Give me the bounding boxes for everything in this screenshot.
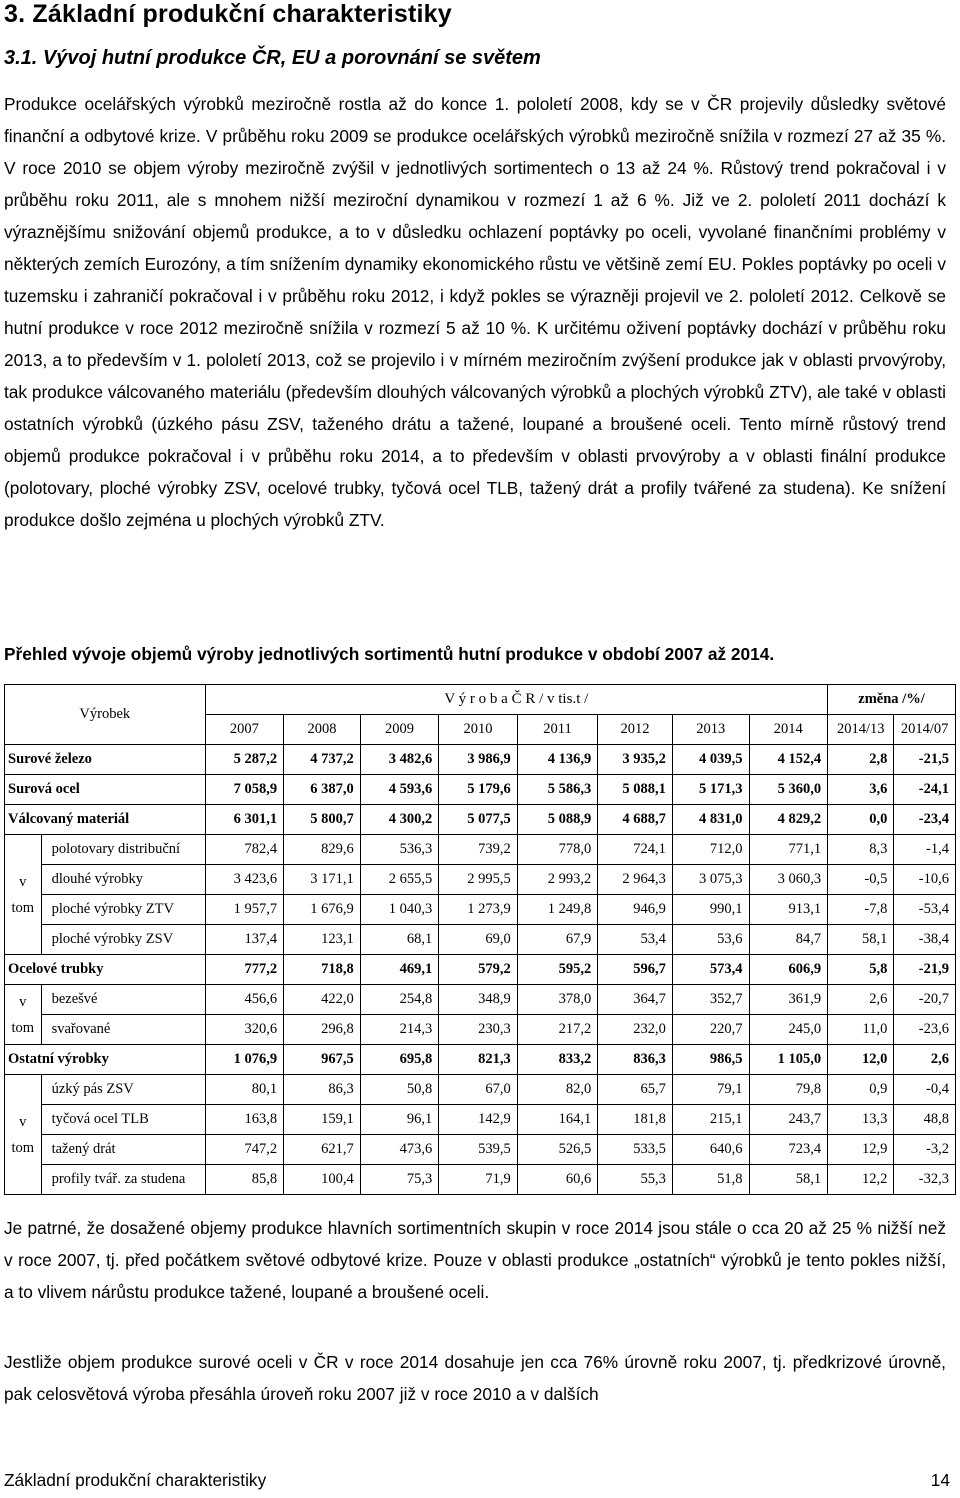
- table-row: [5, 1045, 956, 1075]
- volume-cell: 163,8: [205, 1105, 284, 1135]
- group-label-tom: tom: [11, 1019, 35, 1036]
- volume-cell: 1 076,9: [205, 1045, 284, 1075]
- change-cell: 2,6: [894, 1045, 956, 1075]
- volume-cell: 53,6: [672, 925, 749, 955]
- page-number: 14: [930, 1470, 950, 1490]
- change-cell: 8,3: [828, 835, 894, 865]
- volume-cell: 5 360,0: [749, 775, 828, 805]
- volume-cell: 4 039,5: [672, 745, 749, 775]
- row-label: polotovary distribuční: [41, 835, 205, 865]
- volume-cell: 159,1: [284, 1105, 361, 1135]
- volume-cell: 3 060,3: [749, 865, 828, 895]
- volume-cell: 2 964,3: [598, 865, 673, 895]
- volume-cell: 378,0: [517, 985, 597, 1015]
- year-header: 2009: [360, 715, 439, 745]
- volume-cell: 5 088,9: [517, 805, 597, 835]
- volume-cell: 137,4: [205, 925, 284, 955]
- volume-cell: 1 957,7: [205, 895, 284, 925]
- row-label: ploché výrobky ZSV: [41, 925, 205, 955]
- row-label: svařované: [41, 1015, 205, 1045]
- volume-cell: 606,9: [749, 955, 828, 985]
- volume-cell: 829,6: [284, 835, 361, 865]
- table-row: [5, 745, 956, 775]
- table-row: [5, 805, 956, 835]
- volume-cell: 69,0: [439, 925, 518, 955]
- volume-cell: 100,4: [284, 1165, 361, 1195]
- volume-cell: 469,1: [360, 955, 439, 985]
- change-cell: -21,5: [894, 745, 956, 775]
- volume-cell: 75,3: [360, 1165, 439, 1195]
- volume-cell: 739,2: [439, 835, 518, 865]
- volume-cell: 4 152,4: [749, 745, 828, 775]
- volume-cell: 348,9: [439, 985, 518, 1015]
- volume-cell: 782,4: [205, 835, 284, 865]
- group-label: [5, 835, 42, 955]
- change-cell: 2,6: [828, 985, 894, 1015]
- change-cell: 0,9: [828, 1075, 894, 1105]
- group-label-v: v: [19, 873, 27, 890]
- table-row: [5, 865, 956, 895]
- volume-cell: 86,3: [284, 1075, 361, 1105]
- row-label: Surová ocel: [5, 775, 206, 805]
- change-cell: 13,3: [828, 1105, 894, 1135]
- group-label-v: v: [19, 1113, 27, 1130]
- group-label-v: v: [19, 993, 27, 1010]
- volume-cell: 1 249,8: [517, 895, 597, 925]
- volume-cell: 96,1: [360, 1105, 439, 1135]
- table-row: [5, 775, 956, 805]
- volume-cell: 990,1: [672, 895, 749, 925]
- year-header: 2014: [749, 715, 828, 745]
- row-label: dlouhé výrobky: [41, 865, 205, 895]
- change-cell: 48,8: [894, 1105, 956, 1135]
- volume-cell: 5 171,3: [672, 775, 749, 805]
- table-row: [5, 1165, 956, 1195]
- row-label: profily tvář. za studena: [41, 1165, 205, 1195]
- volume-cell: 230,3: [439, 1015, 518, 1045]
- volume-cell: 214,3: [360, 1015, 439, 1045]
- volume-cell: 232,0: [598, 1015, 673, 1045]
- page-footer: [4, 1470, 950, 1491]
- change-cell: 12,9: [828, 1135, 894, 1165]
- volume-cell: 80,1: [205, 1075, 284, 1105]
- volume-cell: 946,9: [598, 895, 673, 925]
- row-label: úzký pás ZSV: [41, 1075, 205, 1105]
- volume-cell: 621,7: [284, 1135, 361, 1165]
- table-row: [5, 835, 956, 865]
- volume-cell: 986,5: [672, 1045, 749, 1075]
- volume-cell: 724,1: [598, 835, 673, 865]
- volume-cell: 833,2: [517, 1045, 597, 1075]
- change-cell: 2,8: [828, 745, 894, 775]
- table-row: [5, 1015, 956, 1045]
- volume-cell: 573,4: [672, 955, 749, 985]
- change-cell: 12,0: [828, 1045, 894, 1075]
- volume-cell: 1 040,3: [360, 895, 439, 925]
- table-row: [5, 1105, 956, 1135]
- section-heading: 3.1. Vývoj hutní produkce ČR, EU a porovnání se světem: [4, 47, 541, 69]
- volume-cell: 85,8: [205, 1165, 284, 1195]
- volume-cell: 456,6: [205, 985, 284, 1015]
- volume-cell: 422,0: [284, 985, 361, 1015]
- volume-cell: 5 077,5: [439, 805, 518, 835]
- volume-cell: 526,5: [517, 1135, 597, 1165]
- volume-cell: 60,6: [517, 1165, 597, 1195]
- volume-cell: 50,8: [360, 1075, 439, 1105]
- volume-cell: 82,0: [517, 1075, 597, 1105]
- volume-cell: 352,7: [672, 985, 749, 1015]
- volume-cell: 217,2: [517, 1015, 597, 1045]
- volume-cell: 5 179,6: [439, 775, 518, 805]
- volume-cell: 2 655,5: [360, 865, 439, 895]
- change-cell: -1,4: [894, 835, 956, 865]
- volume-cell: 539,5: [439, 1135, 518, 1165]
- row-label: tyčová ocel TLB: [41, 1105, 205, 1135]
- year-header: 2007: [205, 715, 284, 745]
- volume-cell: 533,5: [598, 1135, 673, 1165]
- volume-cell: 142,9: [439, 1105, 518, 1135]
- volume-header: V ý r o b a Č R / v tis.t /: [205, 685, 827, 715]
- volume-cell: 79,1: [672, 1075, 749, 1105]
- volume-cell: 695,8: [360, 1045, 439, 1075]
- row-label: tažený drát: [41, 1135, 205, 1165]
- volume-cell: 777,2: [205, 955, 284, 985]
- product-header: Výrobek: [5, 685, 206, 745]
- change-cell: -24,1: [894, 775, 956, 805]
- volume-cell: 3 935,2: [598, 745, 673, 775]
- volume-cell: 3 075,3: [672, 865, 749, 895]
- volume-cell: 4 593,6: [360, 775, 439, 805]
- volume-cell: 640,6: [672, 1135, 749, 1165]
- volume-cell: 51,8: [672, 1165, 749, 1195]
- change-cell: -38,4: [894, 925, 956, 955]
- group-label-tom: tom: [11, 899, 35, 916]
- volume-cell: 913,1: [749, 895, 828, 925]
- row-label: bezešvé: [41, 985, 205, 1015]
- volume-cell: 6 301,1: [205, 805, 284, 835]
- table-row: [5, 925, 956, 955]
- volume-cell: 254,8: [360, 985, 439, 1015]
- volume-cell: 5 800,7: [284, 805, 361, 835]
- intro-paragraph: Produkce ocelářských výrobků meziročně rostla až do konce 1. pololetí 2008, kdy se v ČR projevily důsledky světové finanční a odbytové krize. V průběhu roku 2009 se produkce ocelářských výrobků meziročně snížila v rozmezí 27 až 35 %. V roce 2010 se objem výroby meziročně zvýšil v jednotlivých sortimentech o 13 až 24 %. Růstový trend pokračoval i v průběhu roku 2011, ale s mnohem nižší meziroční dynamikou v rozmezí 1 až 6 %. Již ve 2. pololetí 2011 dochází k výraznějšímu snižování objemů produkce, a to v důsledku ochlazení poptávky po oceli, vyvolané finančními problémy v některých zemích Eurozóny, a tím snížením dynamiky ekonomického růstu ve většině zemí EU. Pokles poptávky po oceli v tuzemsku i zahraničí pokračoval i v průběhu roku 2012, i když pokles se výrazněji projevil ve 2. pololetí 2012. Celkově se hutní produkce v roce 2012 meziročně snížila v rozmezí 5 až 10 %. K určitému oživení poptávky dochází v průběhu roku 2013, a to především v 1. pololetí 2013, což se projevilo i v mírném meziročním zvýšení produkce jak v oblasti prvovýroby, tak produkce válcovaného materiálu (především dlouhých válcovaných výrobků a plochých výrobků ZTV), ale také v oblasti ostatních výrobků (úzkého pásu ZSV, taženého drátu a tažené, loupané a broušené oceli. Tento mírně růstový trend objemů produkce pokračoval i v průběhu roku 2014, a to především v oblasti prvovýroby a v oblasti finální produkce (polotovary, ploché výrobky ZSV, ocelové trubky, tyčová ocel TLB, tažený drát a profily tvářené za studena). Ke snížení produkce došlo zejména u plochých výrobků ZTV.: [4, 94, 946, 530]
- volume-cell: 1 273,9: [439, 895, 518, 925]
- year-header: 2010: [439, 715, 518, 745]
- volume-cell: 836,3: [598, 1045, 673, 1075]
- volume-cell: 243,7: [749, 1105, 828, 1135]
- change-cell: 12,2: [828, 1165, 894, 1195]
- volume-cell: 245,0: [749, 1015, 828, 1045]
- volume-cell: 53,4: [598, 925, 673, 955]
- volume-cell: 771,1: [749, 835, 828, 865]
- volume-cell: 579,2: [439, 955, 518, 985]
- volume-cell: 596,7: [598, 955, 673, 985]
- volume-cell: 473,6: [360, 1135, 439, 1165]
- volume-cell: 4 737,2: [284, 745, 361, 775]
- row-label: Ostatní výrobky: [5, 1045, 206, 1075]
- volume-cell: 5 287,2: [205, 745, 284, 775]
- year-header: 2013: [672, 715, 749, 745]
- volume-cell: 79,8: [749, 1075, 828, 1105]
- volume-cell: 3 171,1: [284, 865, 361, 895]
- change-cell: -23,6: [894, 1015, 956, 1045]
- change-cell: -53,4: [894, 895, 956, 925]
- volume-cell: 2 993,2: [517, 865, 597, 895]
- row-label: Surové železo: [5, 745, 206, 775]
- volume-cell: 4 300,2: [360, 805, 439, 835]
- change-cell: -7,8: [828, 895, 894, 925]
- volume-cell: 1 105,0: [749, 1045, 828, 1075]
- volume-cell: 536,3: [360, 835, 439, 865]
- group-label: [5, 1075, 42, 1195]
- volume-cell: 821,3: [439, 1045, 518, 1075]
- change-cell: -0,5: [828, 865, 894, 895]
- table-row: [5, 895, 956, 925]
- change-cell: 3,6: [828, 775, 894, 805]
- group-label-tom: tom: [11, 1139, 35, 1156]
- table-title: Přehled vývoje objemů výroby jednotlivých sortimentů hutní produkce v období 2007 až 2014.: [4, 644, 775, 664]
- table-row: [5, 1075, 956, 1105]
- change-cell: 11,0: [828, 1015, 894, 1045]
- volume-cell: 220,7: [672, 1015, 749, 1045]
- table-row: [5, 955, 956, 985]
- volume-cell: 2 995,5: [439, 865, 518, 895]
- volume-cell: 68,1: [360, 925, 439, 955]
- volume-cell: 364,7: [598, 985, 673, 1015]
- table-header-row: [5, 685, 956, 715]
- volume-cell: 67,0: [439, 1075, 518, 1105]
- table-row: [5, 1135, 956, 1165]
- volume-cell: 1 676,9: [284, 895, 361, 925]
- change-cell: -20,7: [894, 985, 956, 1015]
- change-cell: -21,9: [894, 955, 956, 985]
- comparison-paragraph: Jestliže objem produkce surové oceli v ČR v roce 2014 dosahuje jen cca 76% úrovně roku 2007, tj. předkrizové úrovně, pak celosvětová výroba přesáhla úroveň roku 2007 již v roce 2010 a v dalších: [4, 1352, 946, 1404]
- row-label: ploché výrobky ZTV: [41, 895, 205, 925]
- volume-cell: 4 136,9: [517, 745, 597, 775]
- footer-title: Základní produkční charakteristiky: [4, 1470, 267, 1490]
- volume-cell: 55,3: [598, 1165, 673, 1195]
- row-label: Válcovaný materiál: [5, 805, 206, 835]
- volume-cell: 6 387,0: [284, 775, 361, 805]
- production-table: [4, 684, 956, 1195]
- volume-cell: 71,9: [439, 1165, 518, 1195]
- volume-cell: 67,9: [517, 925, 597, 955]
- volume-cell: 723,4: [749, 1135, 828, 1165]
- volume-cell: 7 058,9: [205, 775, 284, 805]
- year-header: 2011: [517, 715, 597, 745]
- group-label: [5, 985, 42, 1045]
- chapter-heading: 3. Základní produkční charakteristiky: [4, 0, 452, 28]
- volume-cell: 5 586,3: [517, 775, 597, 805]
- volume-cell: 3 423,6: [205, 865, 284, 895]
- volume-cell: 4 831,0: [672, 805, 749, 835]
- change-cell: -32,3: [894, 1165, 956, 1195]
- change-year-header: 2014/07: [894, 715, 956, 745]
- volume-cell: 967,5: [284, 1045, 361, 1075]
- change-cell: 58,1: [828, 925, 894, 955]
- volume-cell: 84,7: [749, 925, 828, 955]
- volume-cell: 5 088,1: [598, 775, 673, 805]
- volume-cell: 164,1: [517, 1105, 597, 1135]
- volume-cell: 181,8: [598, 1105, 673, 1135]
- volume-cell: 595,2: [517, 955, 597, 985]
- change-cell: -0,4: [894, 1075, 956, 1105]
- volume-cell: 215,1: [672, 1105, 749, 1135]
- change-cell: 5,8: [828, 955, 894, 985]
- change-cell: 0,0: [828, 805, 894, 835]
- volume-cell: 296,8: [284, 1015, 361, 1045]
- volume-cell: 361,9: [749, 985, 828, 1015]
- change-cell: -10,6: [894, 865, 956, 895]
- year-header: 2012: [598, 715, 673, 745]
- row-label: Ocelové trubky: [5, 955, 206, 985]
- volume-cell: 747,2: [205, 1135, 284, 1165]
- change-cell: -3,2: [894, 1135, 956, 1165]
- change-year-header: 2014/13: [828, 715, 894, 745]
- volume-cell: 65,7: [598, 1075, 673, 1105]
- volume-cell: 320,6: [205, 1015, 284, 1045]
- change-cell: -23,4: [894, 805, 956, 835]
- volume-cell: 778,0: [517, 835, 597, 865]
- volume-cell: 58,1: [749, 1165, 828, 1195]
- volume-cell: 4 829,2: [749, 805, 828, 835]
- table-row: [5, 985, 956, 1015]
- summary-paragraph: Je patrné, že dosažené objemy produkce hlavních sortimentních skupin v roce 2014 jsou stále o cca 20 až 25 % nižší než v roce 2007, tj. před počátkem světové odbytové krize. Pouze v oblasti produkce „ostatních“ výrobků je tento pokles nižší, a to vlivem nárůstu produkce tažené, loupané a broušené oceli.: [4, 1218, 946, 1302]
- volume-cell: 712,0: [672, 835, 749, 865]
- year-header: 2008: [284, 715, 361, 745]
- volume-cell: 718,8: [284, 955, 361, 985]
- volume-cell: 3 986,9: [439, 745, 518, 775]
- volume-cell: 4 688,7: [598, 805, 673, 835]
- volume-cell: 123,1: [284, 925, 361, 955]
- volume-cell: 3 482,6: [360, 745, 439, 775]
- change-header: změna /%/: [828, 685, 956, 715]
